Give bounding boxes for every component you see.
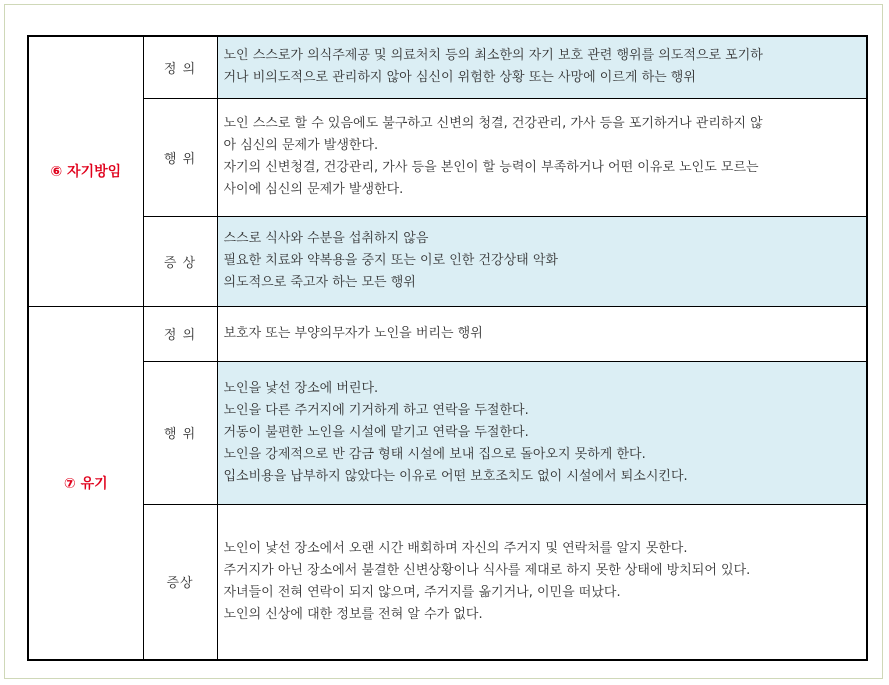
content-line: 입소비용을 납부하지 않았다는 이유로 어떤 보호조치도 없이 시설에서 퇴소시킨다. (223, 468, 688, 484)
content-line: 노인을 다른 주거지에 기거하게 하고 연락을 두절한다. (223, 402, 529, 418)
content-line: 자기의 신변청결, 건강관리, 가사 등을 본인이 할 능력이 부족하거나 어떤 이유로 노인도 모르는 (223, 160, 759, 175)
content-line: 주거지가 아닌 장소에서 불결한 신변상황이나 식사를 제대로 하지 못한 상태에 방치되어 있다. (223, 562, 751, 578)
table-row (28, 306, 867, 361)
content-line: 의도적으로 죽고자 하는 모든 행위 (223, 275, 416, 290)
content-line: 거동이 불편한 노인을 시설에 맡기고 연락을 두절한다. (223, 424, 529, 440)
content-line: 보호자 또는 부양의무자가 노인을 버리는 행위 (223, 325, 483, 341)
document-frame (4, 4, 883, 679)
elder-abuse-table (27, 35, 868, 661)
row-label: 정 의 (143, 306, 217, 361)
table-row (28, 216, 867, 306)
row-content (217, 36, 867, 98)
content-line: 노인이 낯선 장소에서 오랜 시간 배회하며 자신의 주거지 및 연락처를 알지 못한다. (223, 540, 688, 556)
content-line: 노인 스스로가 의식주제공 및 의료처치 등의 최소한의 자기 보호 관련 행위를 의도적으로 포기하 (223, 48, 763, 64)
content-line: 노인을 강제적으로 반 감금 형태 시설에 보내 집으로 돌아오지 못하게 한다. (223, 446, 646, 462)
row-content (217, 504, 867, 660)
row-label: 증 상 (143, 216, 217, 306)
row-label: 정 의 (143, 36, 217, 98)
table-row (28, 36, 867, 98)
row-label: 행 위 (143, 98, 217, 216)
content-line: 사이에 심신의 문제가 발생한다. (223, 182, 404, 197)
row-content (217, 306, 867, 361)
content-line: 자녀들이 전혀 연락이 되지 않으며, 주거지를 옮기거나, 이민을 떠났다. (223, 584, 621, 600)
category-abandonment: ⑦ 유기 (28, 306, 143, 660)
row-content (217, 361, 867, 504)
table-row (28, 504, 867, 660)
row-content (217, 216, 867, 306)
row-content (217, 98, 867, 216)
row-label: 증상 (143, 504, 217, 660)
content-line: 노인의 신상에 대한 정보를 전혀 알 수가 없다. (223, 606, 483, 622)
content-line: 거나 비의도적으로 관리하지 않아 심신이 위험한 상황 또는 사망에 이르게 하는 행위 (223, 70, 696, 86)
content-line: 스스로 식사와 수분을 섭취하지 않음 (223, 231, 429, 246)
table-row (28, 361, 867, 504)
content-line: 노인을 낯선 장소에 버린다. (223, 380, 379, 396)
category-self-neglect: ⑥ 자기방임 (28, 36, 143, 306)
table-row (28, 98, 867, 216)
content-line: 노인 스스로 할 수 있음에도 불구하고 신변의 청결, 건강관리, 가사 등을 포기하거나 관리하지 않 (223, 116, 763, 131)
content-line: 아 심신의 문제가 발생한다. (223, 138, 379, 153)
row-label: 행 위 (143, 361, 217, 504)
content-line: 필요한 치료와 약복용을 중지 또는 이로 인한 건강상태 악화 (223, 253, 558, 268)
